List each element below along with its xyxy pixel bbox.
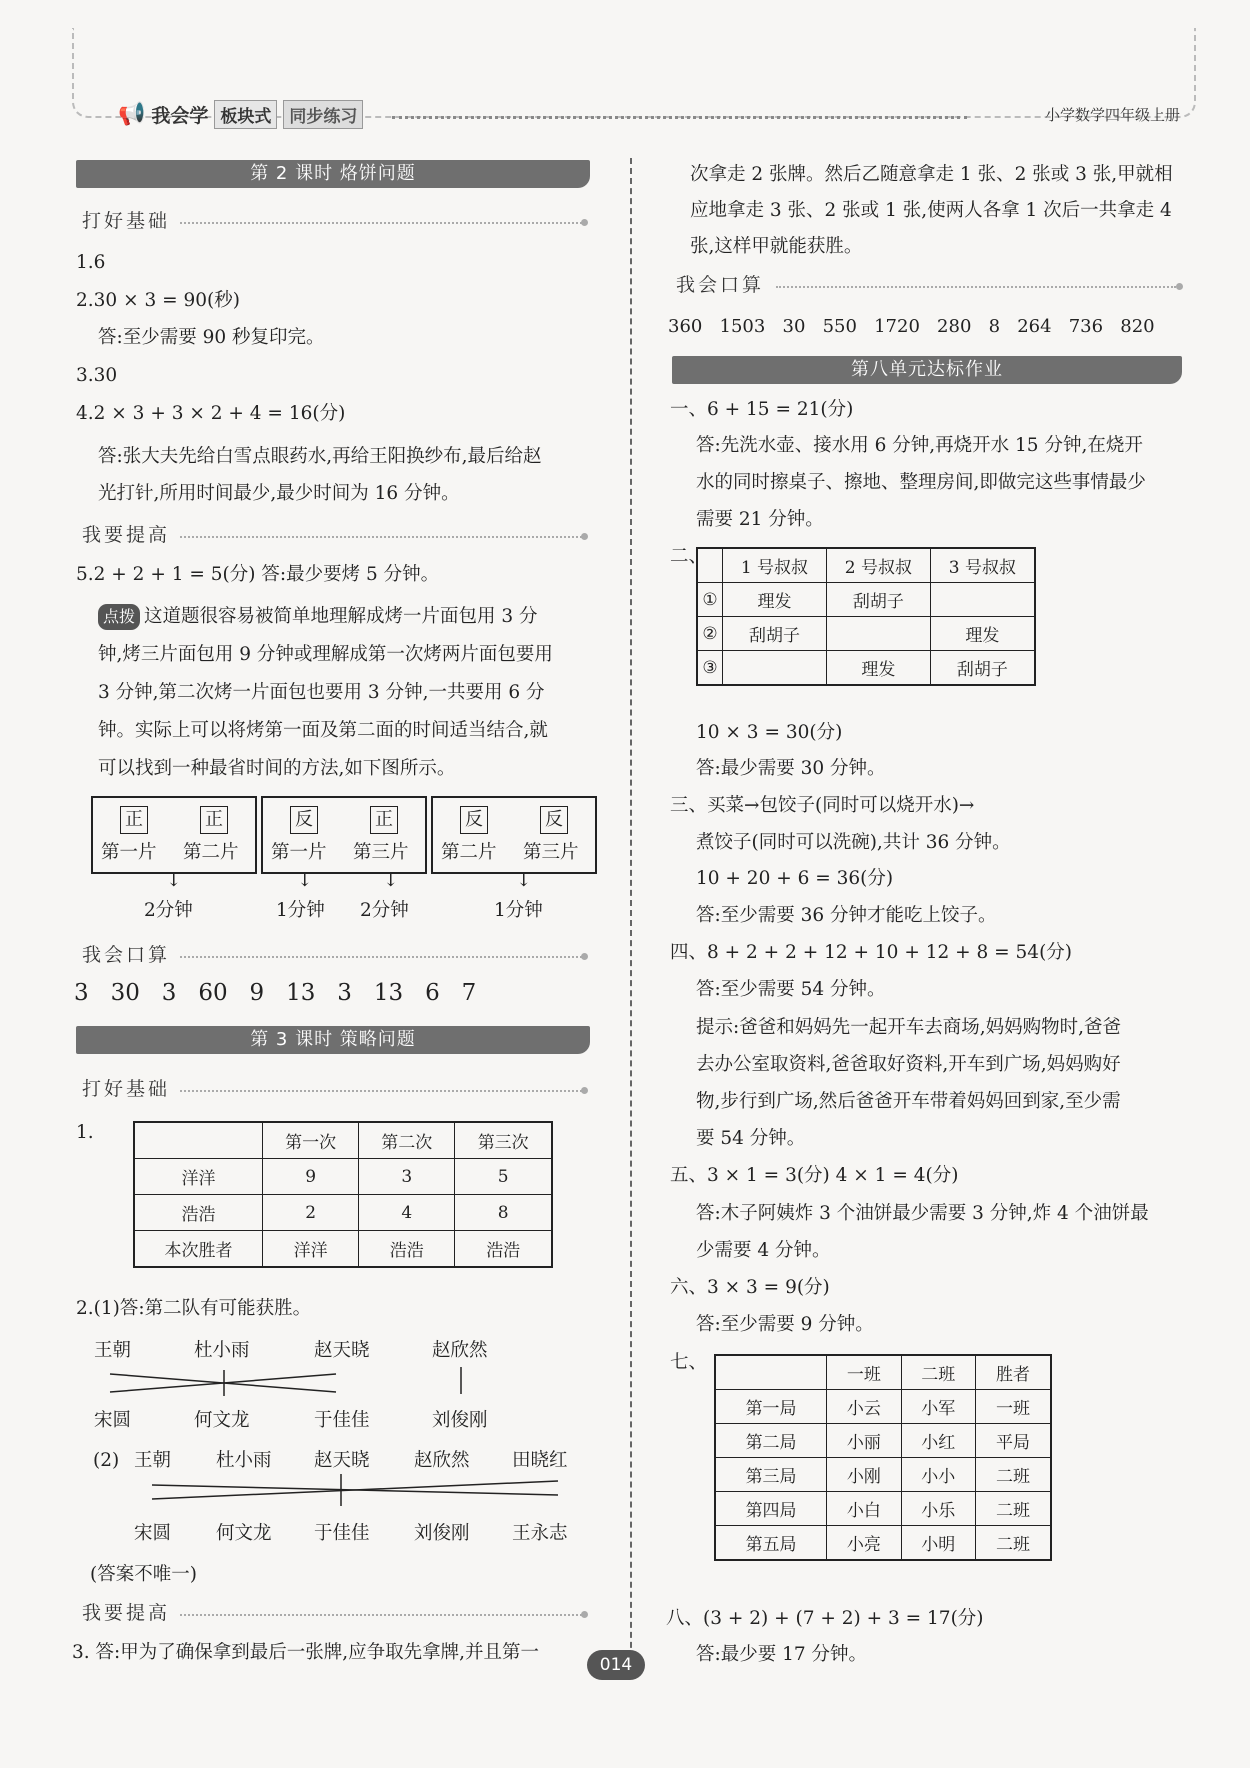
subheading-dot xyxy=(581,953,588,960)
subheading-advance: 我要提高 xyxy=(82,524,171,546)
player-name: 何文龙 xyxy=(194,1410,250,1431)
answer-line: 需要 21 分钟。 xyxy=(696,509,824,530)
table-row xyxy=(715,1526,1051,1561)
table-row xyxy=(715,1458,1051,1492)
table-cell: 洋洋 xyxy=(134,1159,263,1195)
time-label: 2分钟 xyxy=(144,900,193,921)
side-label: 正 xyxy=(200,806,228,834)
table-row xyxy=(715,1492,1051,1526)
down-arrow-icon: ↓ xyxy=(516,870,532,891)
table-cell: 小刚 xyxy=(827,1458,901,1492)
answer-line: 答:至少需要 9 分钟。 xyxy=(696,1314,874,1335)
table-cell: 3 xyxy=(359,1159,455,1195)
answer-line: 2.(1)答:第二队有可能获胜。 xyxy=(76,1298,312,1319)
table-cell: 二班 xyxy=(975,1526,1051,1561)
table-cell xyxy=(826,617,930,651)
tip-line: 点拨 这道题很容易被简单地理解成烤一片面包用 3 分 xyxy=(98,604,538,630)
table-cell: 洋洋 xyxy=(263,1231,359,1268)
subheading-line xyxy=(776,286,1176,288)
table-cell: 小小 xyxy=(901,1458,975,1492)
table-cell: 小军 xyxy=(901,1390,975,1424)
book-subject: 小学数学四年级上册 xyxy=(1044,106,1180,124)
toast-box-1 xyxy=(91,796,257,874)
table-header-cell: 第二次 xyxy=(359,1122,455,1159)
subheading-mental: 我会口算 xyxy=(676,274,765,296)
table-cell: 8 xyxy=(455,1195,552,1231)
answer-note: (答案不唯一) xyxy=(90,1564,197,1585)
player-name: 赵欣然 xyxy=(414,1450,470,1471)
table-row xyxy=(697,617,1035,651)
table-cell: 刮胡子 xyxy=(723,617,827,651)
table-cell: 刮胡子 xyxy=(826,583,930,617)
answer-line: 答:至少需要 90 秒复印完。 xyxy=(98,327,325,348)
answer-line: 六、3 × 3 = 9(分) xyxy=(670,1277,830,1298)
answer-line: 八、(3 + 2) + (7 + 2) + 3 = 17(分) xyxy=(666,1608,984,1629)
table-cell: 理发 xyxy=(826,651,930,686)
slice-label: 第二片 xyxy=(183,842,239,863)
down-arrow-icon: ↓ xyxy=(166,870,182,891)
table-header-cell: 第一次 xyxy=(263,1122,359,1159)
table-cell: 小丽 xyxy=(827,1424,901,1458)
question-number: 七、 xyxy=(670,1352,708,1373)
table-header-cell: 1 号叔叔 xyxy=(723,548,827,583)
table-cell: ② xyxy=(697,617,723,651)
question-number: 1. xyxy=(76,1122,94,1143)
subheading-line xyxy=(180,536,582,538)
subheading-dot xyxy=(581,1611,588,1618)
subheading-dot xyxy=(581,1087,588,1094)
match-results-table xyxy=(714,1354,1052,1561)
side-label: 反 xyxy=(460,806,488,834)
table-cell: 第五局 xyxy=(715,1526,827,1561)
table-cell: 2 xyxy=(263,1195,359,1231)
brand-name: 我会学 xyxy=(151,105,209,127)
table-cell: 第二局 xyxy=(715,1424,827,1458)
answer-line: 水的同时擦桌子、擦地、整理房间,即做完这些事情最少 xyxy=(696,472,1146,493)
table-row xyxy=(697,583,1035,617)
hint-line: 要 54 分钟。 xyxy=(696,1128,806,1149)
side-label: 正 xyxy=(370,806,398,834)
answer-line: 煮饺子(同时可以洗碗),共计 36 分钟。 xyxy=(696,832,1011,853)
down-arrow-icon: ↓ xyxy=(297,870,313,891)
subheading-line xyxy=(180,222,582,224)
table-cell: 平局 xyxy=(975,1424,1051,1458)
answer-line: 5.2 + 2 + 1 = 5(分) 答:最少要烤 5 分钟。 xyxy=(76,564,440,585)
hint-line: 提示:爸爸和妈妈先一起开车去商场,妈妈购物时,爸爸 xyxy=(696,1017,1121,1038)
player-name: 杜小雨 xyxy=(194,1340,250,1361)
answer-line: 3.30 xyxy=(76,365,118,386)
haircut-schedule-table xyxy=(696,547,1036,686)
player-name: 赵天晓 xyxy=(314,1450,370,1471)
table-row xyxy=(715,1390,1051,1424)
table-header-cell xyxy=(715,1355,827,1390)
table-cell xyxy=(930,583,1035,617)
answer-line: 四、8 + 2 + 2 + 12 + 10 + 12 + 8 = 54(分) xyxy=(670,942,1073,963)
section-title-lesson-3: 第 3 课时 策略问题 xyxy=(76,1026,590,1054)
answer-line: 应地拿走 3 张、2 张或 1 张,使两人各拿 1 次后一共拿走 4 xyxy=(690,200,1172,221)
table-header-cell: 二班 xyxy=(901,1355,975,1390)
brand-badge-2: 同步练习 xyxy=(283,100,363,129)
column-divider xyxy=(630,158,632,1678)
mental-math-answers: 360 1503 30 550 1720 280 8 264 736 820 xyxy=(668,316,1155,337)
table-header-cell: 一班 xyxy=(827,1355,901,1390)
subheading-line xyxy=(180,956,582,958)
player-name: 赵天晓 xyxy=(314,1340,370,1361)
toast-box-3 xyxy=(431,796,597,874)
table-row xyxy=(715,1424,1051,1458)
player-name: 王朝 xyxy=(134,1450,172,1471)
player-name: 刘俊刚 xyxy=(414,1523,470,1544)
table-cell: 小明 xyxy=(901,1526,975,1561)
section-title-unit-8: 第八单元达标作业 xyxy=(672,356,1182,384)
table-header-cell xyxy=(697,548,723,583)
question-number: 二、 xyxy=(670,546,708,567)
table-cell: 第四局 xyxy=(715,1492,827,1526)
player-name: 王朝 xyxy=(94,1340,132,1361)
side-label: 反 xyxy=(290,806,318,834)
answer-line: 少需要 4 分钟。 xyxy=(696,1240,831,1261)
mental-math-answers: 3 30 3 60 9 13 3 13 6 7 xyxy=(74,980,477,1006)
part-label: (2) xyxy=(93,1450,120,1471)
answer-line: 3. 答:甲为了确保拿到最后一张牌,应争取先拿牌,并且第一 xyxy=(72,1642,540,1663)
megaphone-icon: 📢 xyxy=(118,102,146,127)
table-cell xyxy=(723,651,827,686)
answer-line: 答:先洗水壶、接水用 6 分钟,再烧开水 15 分钟,在烧开 xyxy=(696,435,1143,456)
answer-line: 10 + 20 + 6 = 36(分) xyxy=(696,868,894,889)
table-cell: 浩浩 xyxy=(134,1195,263,1231)
subheading-basics: 打好基础 xyxy=(82,1078,171,1100)
section-title-lesson-2: 第 2 课时 烙饼问题 xyxy=(76,160,590,188)
header-dotline xyxy=(392,116,967,119)
tip-line: 3 分钟,第二次烤一片面包也要用 3 分钟,一共要用 6 分 xyxy=(98,682,545,703)
hint-line: 去办公室取资料,爸爸取好资料,开车到广场,妈妈购好 xyxy=(696,1054,1121,1075)
answer-line: 10 × 3 = 30(分) xyxy=(696,722,843,743)
table-cell: 二班 xyxy=(975,1492,1051,1526)
side-label: 反 xyxy=(540,806,568,834)
table-cell: 第一局 xyxy=(715,1390,827,1424)
table-cell: 小白 xyxy=(827,1492,901,1526)
answer-line: 答:至少需要 36 分钟才能吃上饺子。 xyxy=(696,905,997,926)
subheading-line xyxy=(180,1090,582,1092)
subheading-basics: 打好基础 xyxy=(82,210,171,232)
table-header-cell: 3 号叔叔 xyxy=(930,548,1035,583)
table-header-row xyxy=(715,1355,1051,1390)
table-header-cell: 胜者 xyxy=(975,1355,1051,1390)
player-name: 刘俊刚 xyxy=(432,1410,488,1431)
player-name: 田晓红 xyxy=(512,1450,568,1471)
tip-line: 钟。实际上可以将烤第一面及第二面的时间适当结合,就 xyxy=(98,720,548,741)
table-row xyxy=(697,651,1035,686)
answer-line: 答:最少需要 30 分钟。 xyxy=(696,758,886,779)
toast-box-2 xyxy=(261,796,427,874)
player-name: 宋圆 xyxy=(94,1410,132,1431)
subheading-advance: 我要提高 xyxy=(82,1602,171,1624)
table-row xyxy=(134,1195,552,1231)
subheading-mental: 我会口算 xyxy=(82,944,171,966)
player-name: 杜小雨 xyxy=(216,1450,272,1471)
table-cell: 理发 xyxy=(723,583,827,617)
table-cell: 小乐 xyxy=(901,1492,975,1526)
player-name: 赵欣然 xyxy=(432,1340,488,1361)
answer-line: 答:最少要 17 分钟。 xyxy=(696,1644,868,1665)
table-cell: 本次胜者 xyxy=(134,1231,263,1268)
brand-badge: 板块式 xyxy=(214,100,277,129)
table-cell: 一班 xyxy=(975,1390,1051,1424)
subheading-dot xyxy=(581,219,588,226)
answer-line: 答:至少需要 54 分钟。 xyxy=(696,979,886,1000)
table-cell: 小红 xyxy=(901,1424,975,1458)
answer-line: 三、买菜→包饺子(同时可以烧开水)→ xyxy=(670,795,975,816)
table-row xyxy=(134,1231,552,1268)
answer-line: 一、6 + 15 = 21(分) xyxy=(670,399,854,420)
table-cell: 浩浩 xyxy=(455,1231,552,1268)
table-cell: ③ xyxy=(697,651,723,686)
hint-line: 物,步行到广场,然后爸爸开车带着妈妈回到家,至少需 xyxy=(696,1091,1121,1112)
table-cell: 刮胡子 xyxy=(930,651,1035,686)
time-label: 2分钟 xyxy=(360,900,409,921)
player-name: 王永志 xyxy=(512,1523,568,1544)
table-header-cell xyxy=(134,1122,263,1159)
player-name: 何文龙 xyxy=(216,1523,272,1544)
slice-label: 第三片 xyxy=(523,842,579,863)
answer-line: 五、3 × 1 = 3(分) 4 × 1 = 4(分) xyxy=(670,1165,959,1186)
subheading-dot xyxy=(581,533,588,540)
slice-label: 第一片 xyxy=(271,842,327,863)
table-cell: 小云 xyxy=(827,1390,901,1424)
table-cell: 小亮 xyxy=(827,1526,901,1561)
side-label: 正 xyxy=(120,806,148,834)
tip-badge: 点拨 xyxy=(98,604,140,630)
table-cell: 浩浩 xyxy=(359,1231,455,1268)
subheading-line xyxy=(180,1614,582,1616)
player-name: 宋圆 xyxy=(134,1523,172,1544)
page-number: 014 xyxy=(587,1650,645,1680)
answer-line: 答:木子阿姨炸 3 个油饼最少需要 3 分钟,炸 4 个油饼最 xyxy=(696,1203,1149,1224)
slice-label: 第三片 xyxy=(353,842,409,863)
table-header-row xyxy=(697,548,1035,583)
slice-label: 第一片 xyxy=(101,842,157,863)
down-arrow-icon: ↓ xyxy=(383,870,399,891)
brand-logo xyxy=(118,100,363,129)
table-cell: 理发 xyxy=(930,617,1035,651)
table-row xyxy=(134,1159,552,1195)
player-name: 于佳佳 xyxy=(314,1523,370,1544)
table-cell: 9 xyxy=(263,1159,359,1195)
table-header-row xyxy=(134,1122,552,1159)
table-header-cell: 第三次 xyxy=(455,1122,552,1159)
table-cell: 二班 xyxy=(975,1458,1051,1492)
answer-line: 1.6 xyxy=(76,252,106,273)
table-cell: 第三局 xyxy=(715,1458,827,1492)
time-label: 1分钟 xyxy=(276,900,325,921)
table-cell: 4 xyxy=(359,1195,455,1231)
time-label: 1分钟 xyxy=(494,900,543,921)
answer-line: 张,这样甲就能获胜。 xyxy=(690,236,863,257)
answer-line: 光打针,所用时间最少,最少时间为 16 分钟。 xyxy=(98,483,460,504)
answer-line: 答:张大夫先给白雪点眼药水,再给王阳换纱布,最后给赵 xyxy=(98,446,542,467)
tip-line: 钟,烤三片面包用 9 分钟或理解成第一次烤两片面包要用 xyxy=(98,644,553,665)
answer-line: 4.2 × 3 + 3 × 2 + 4 = 16(分) xyxy=(76,403,346,424)
slice-label: 第二片 xyxy=(441,842,497,863)
answer-line: 次拿走 2 张牌。然后乙随意拿走 1 张、2 张或 3 张,甲就相 xyxy=(690,164,1173,185)
tip-line: 可以找到一种最省时间的方法,如下图所示。 xyxy=(98,758,456,779)
table-header-cell: 2 号叔叔 xyxy=(826,548,930,583)
subheading-dot xyxy=(1176,283,1183,290)
game-results-table xyxy=(133,1121,553,1268)
table-cell: 5 xyxy=(455,1159,552,1195)
table-cell: ① xyxy=(697,583,723,617)
player-name: 于佳佳 xyxy=(314,1410,370,1431)
answer-line: 2.30 × 3 = 90(秒) xyxy=(76,290,240,311)
